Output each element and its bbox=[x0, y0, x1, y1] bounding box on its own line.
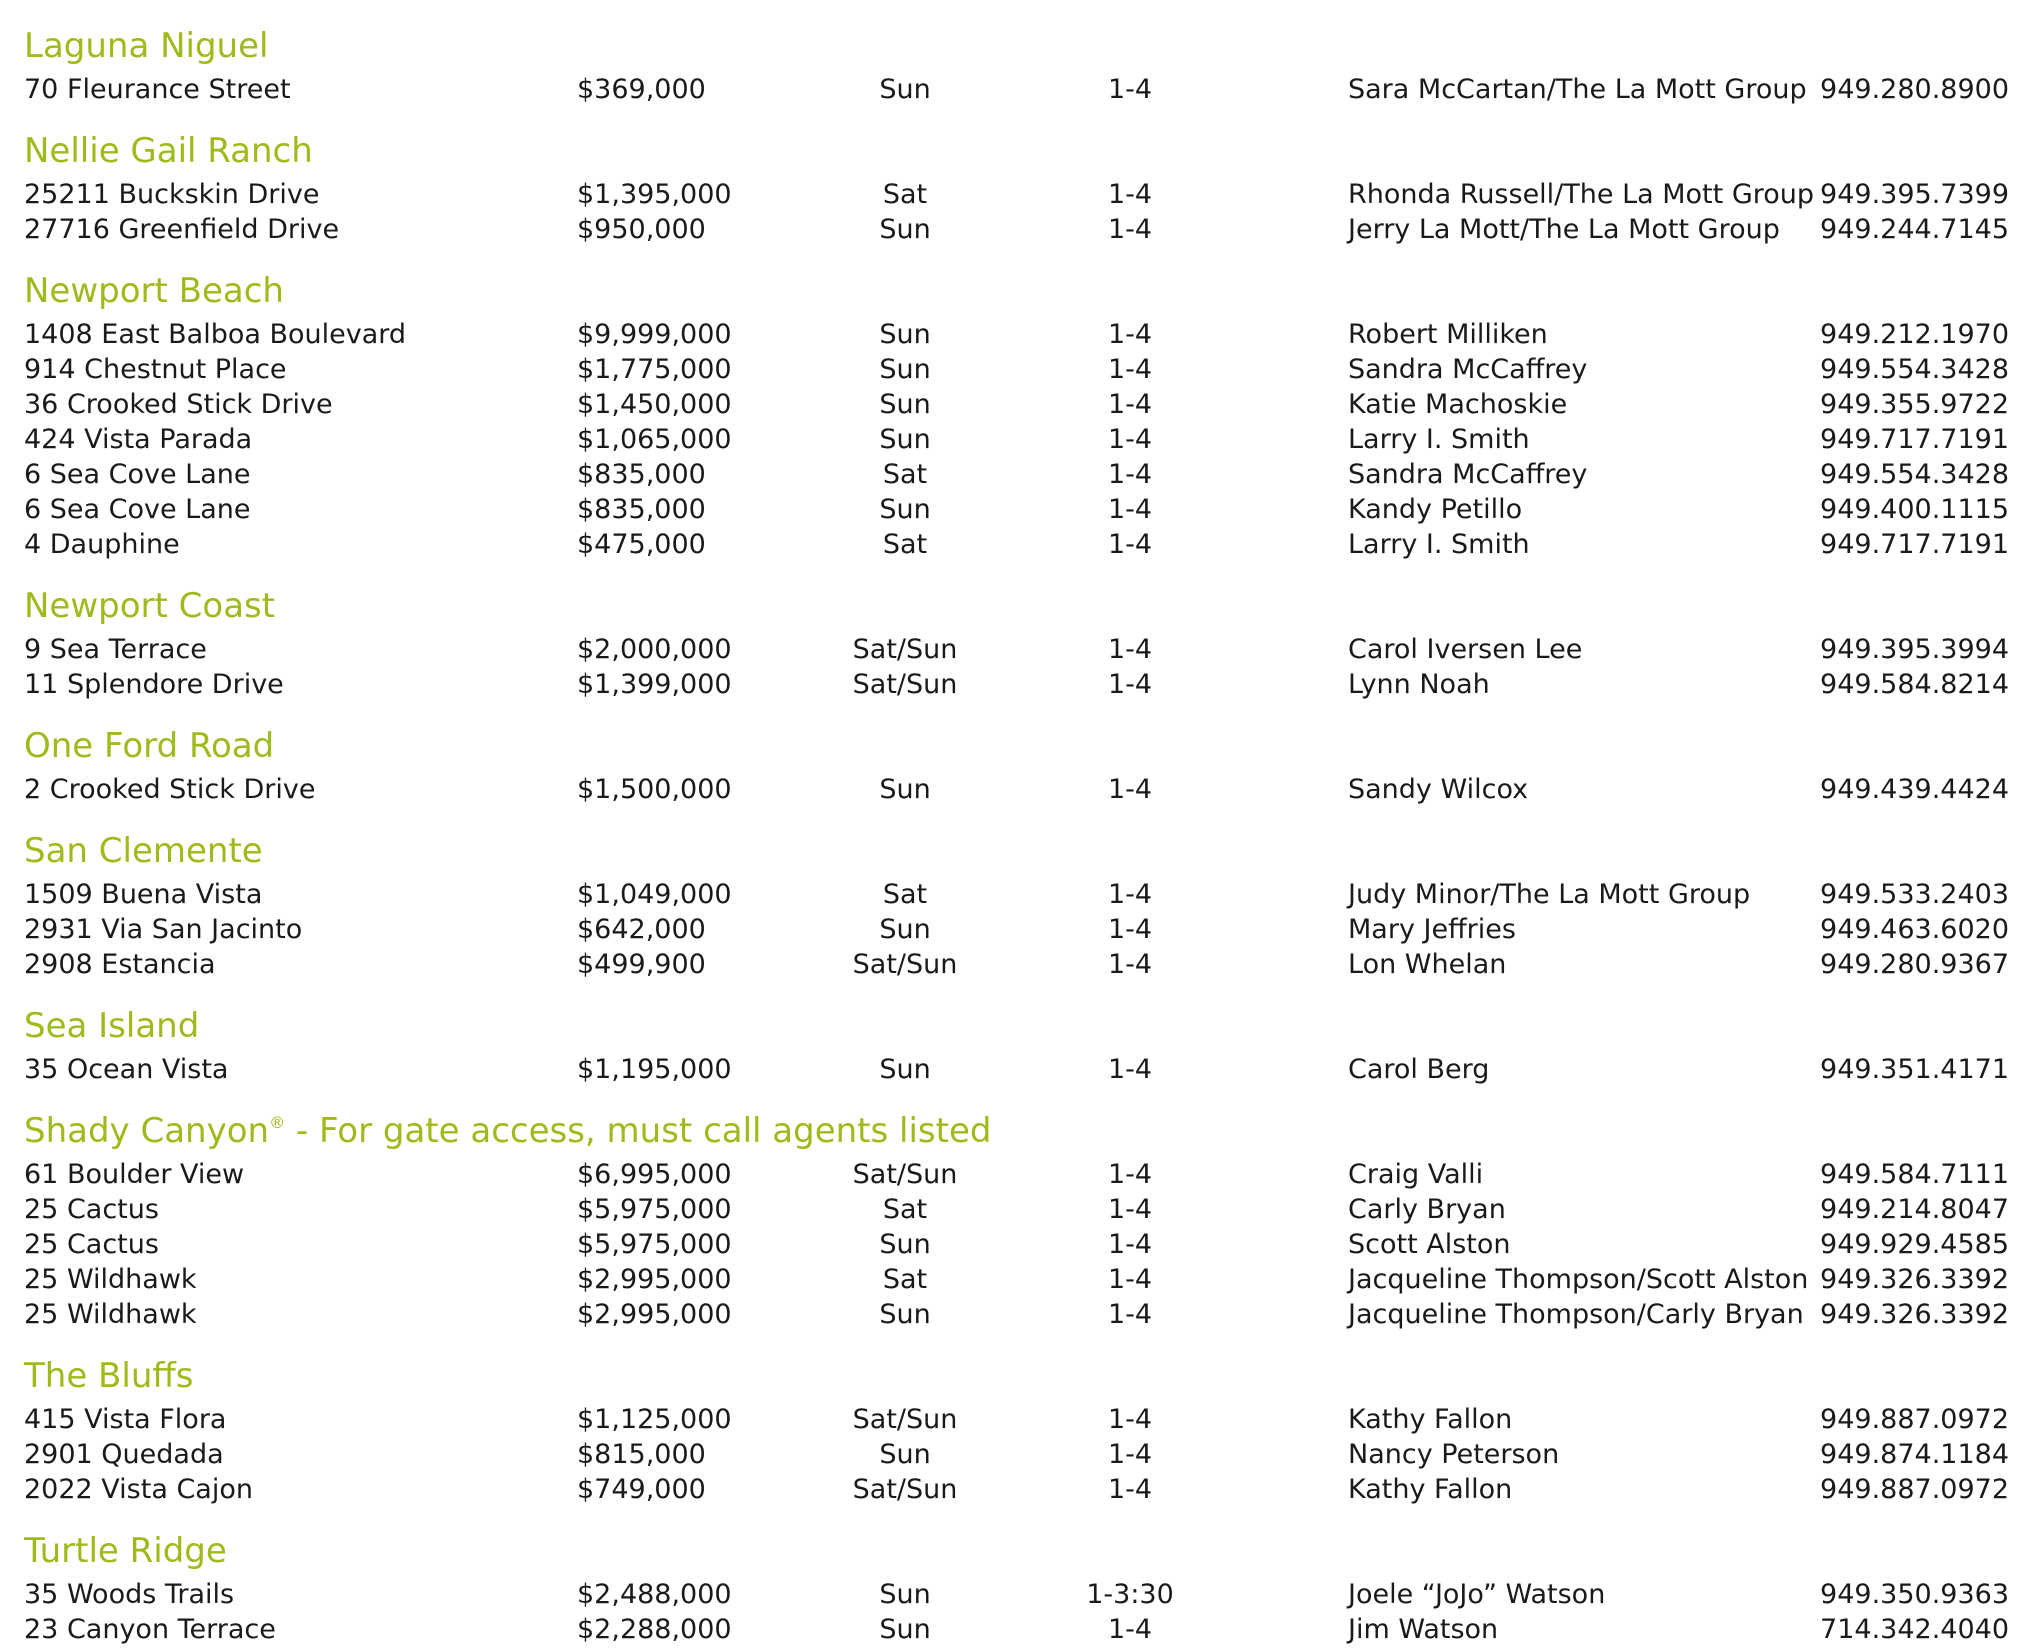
neighborhood-title: Newport Beach bbox=[24, 271, 284, 311]
open-time: 1-4 bbox=[1107, 1229, 1153, 1260]
open-day: Sun bbox=[879, 354, 931, 385]
listing-row bbox=[0, 1262, 2025, 1297]
neighborhood-heading bbox=[24, 1354, 2025, 1398]
agent-phone: 949.351.4171 bbox=[1820, 1054, 2009, 1085]
property-address: 2931 Via San Jacinto bbox=[24, 914, 303, 945]
property-price: $815,000 bbox=[577, 1439, 706, 1470]
property-price: $2,995,000 bbox=[577, 1264, 732, 1295]
property-price: $1,065,000 bbox=[577, 424, 732, 455]
listing-row bbox=[0, 877, 2025, 912]
open-time: 1-4 bbox=[1107, 1159, 1153, 1190]
agent-name: Jacqueline Thompson/Scott Alston bbox=[1348, 1264, 1809, 1295]
neighborhood-heading bbox=[24, 829, 2025, 873]
listing-row bbox=[0, 667, 2025, 702]
open-time: 1-4 bbox=[1107, 1054, 1153, 1085]
open-day: Sat/Sun bbox=[852, 669, 958, 700]
open-time: 1-3:30 bbox=[1086, 1579, 1174, 1610]
agent-phone: 949.326.3392 bbox=[1820, 1264, 2009, 1295]
listing-rows bbox=[0, 317, 2025, 562]
heading-note: - For gate access, must call agents listed bbox=[285, 1111, 992, 1151]
open-time: 1-4 bbox=[1107, 529, 1153, 560]
property-address: 424 Vista Parada bbox=[24, 424, 253, 455]
property-address: 25 Cactus bbox=[24, 1194, 159, 1225]
property-price: $1,450,000 bbox=[577, 389, 732, 420]
agent-name: Larry I. Smith bbox=[1348, 529, 1530, 560]
agent-phone: 949.874.1184 bbox=[1820, 1439, 2009, 1470]
open-day: Sun bbox=[879, 389, 931, 420]
registered-mark: ® bbox=[269, 1113, 286, 1132]
listing-row bbox=[0, 947, 2025, 982]
agent-name: Judy Minor/The La Mott Group bbox=[1348, 879, 1751, 910]
listing-row bbox=[0, 1612, 2025, 1647]
listing-row bbox=[0, 387, 2025, 422]
listing-rows bbox=[0, 1577, 2025, 1647]
neighborhood-title: Laguna Niguel bbox=[24, 26, 269, 66]
agent-name: Sandra McCaffrey bbox=[1348, 354, 1588, 385]
open-time: 1-4 bbox=[1107, 389, 1153, 420]
open-time: 1-4 bbox=[1107, 354, 1153, 385]
neighborhood-title: Newport Coast bbox=[24, 586, 276, 626]
open-time: 1-4 bbox=[1107, 1404, 1153, 1435]
listing-row bbox=[0, 1052, 2025, 1087]
property-price: $6,995,000 bbox=[577, 1159, 732, 1190]
agent-phone: 949.244.7145 bbox=[1820, 214, 2009, 245]
open-time: 1-4 bbox=[1107, 1474, 1153, 1505]
open-day: Sat bbox=[882, 459, 928, 490]
agent-phone: 949.214.8047 bbox=[1820, 1194, 2009, 1225]
agent-phone: 949.554.3428 bbox=[1820, 354, 2009, 385]
agent-phone: 949.533.2403 bbox=[1820, 879, 2009, 910]
property-address: 1408 East Balboa Boulevard bbox=[24, 319, 407, 350]
neighborhood-section bbox=[0, 1529, 2025, 1645]
neighborhood-title: One Ford Road bbox=[24, 726, 275, 766]
property-price: $5,975,000 bbox=[577, 1229, 732, 1260]
agent-name: Kathy Fallon bbox=[1348, 1474, 1513, 1505]
agent-name: Kandy Petillo bbox=[1348, 494, 1523, 525]
agent-phone: 949.584.8214 bbox=[1820, 669, 2009, 700]
open-day: Sun bbox=[879, 774, 931, 805]
property-address: 914 Chestnut Place bbox=[24, 354, 287, 385]
agent-phone: 949.463.6020 bbox=[1820, 914, 2009, 945]
neighborhood-heading bbox=[24, 1529, 2025, 1573]
listing-row bbox=[0, 1577, 2025, 1612]
listing-row bbox=[0, 527, 2025, 562]
listing-rows bbox=[0, 877, 2025, 982]
agent-phone: 949.395.3994 bbox=[1820, 634, 2009, 665]
open-time: 1-4 bbox=[1107, 424, 1153, 455]
listing-row bbox=[0, 422, 2025, 457]
agent-phone: 949.280.8900 bbox=[1820, 74, 2009, 105]
neighborhood-heading bbox=[24, 269, 2025, 313]
neighborhood-heading bbox=[24, 24, 2025, 68]
property-price: $475,000 bbox=[577, 529, 706, 560]
open-day: Sat bbox=[882, 879, 928, 910]
agent-name: Joele “JoJo” Watson bbox=[1348, 1579, 1606, 1610]
property-address: 2022 Vista Cajon bbox=[24, 1474, 253, 1505]
property-price: $2,000,000 bbox=[577, 634, 732, 665]
property-price: $749,000 bbox=[577, 1474, 706, 1505]
open-time: 1-4 bbox=[1107, 1194, 1153, 1225]
agent-name: Robert Milliken bbox=[1348, 319, 1548, 350]
property-price: $835,000 bbox=[577, 459, 706, 490]
agent-name: Sara McCartan/The La Mott Group bbox=[1348, 74, 1807, 105]
listing-rows bbox=[0, 177, 2025, 247]
listing-row bbox=[0, 212, 2025, 247]
agent-name: Carly Bryan bbox=[1348, 1194, 1506, 1225]
agent-phone: 949.887.0972 bbox=[1820, 1404, 2009, 1435]
open-day: Sat bbox=[882, 179, 928, 210]
agent-phone: 949.929.4585 bbox=[1820, 1229, 2009, 1260]
open-day: Sun bbox=[879, 74, 931, 105]
neighborhood-section bbox=[0, 1354, 2025, 1505]
open-day: Sun bbox=[879, 1054, 931, 1085]
open-day: Sun bbox=[879, 319, 931, 350]
listing-row bbox=[0, 772, 2025, 807]
neighborhood-heading bbox=[24, 724, 2025, 768]
listing-row bbox=[0, 1472, 2025, 1507]
property-price: $1,399,000 bbox=[577, 669, 732, 700]
agent-phone: 949.326.3392 bbox=[1820, 1299, 2009, 1330]
agent-name: Lon Whelan bbox=[1348, 949, 1507, 980]
open-day: Sat bbox=[882, 1194, 928, 1225]
neighborhood-section bbox=[0, 269, 2025, 560]
listing-row bbox=[0, 1297, 2025, 1332]
agent-phone: 949.350.9363 bbox=[1820, 1579, 2009, 1610]
neighborhood-title: Sea Island bbox=[24, 1006, 200, 1046]
property-address: 23 Canyon Terrace bbox=[24, 1614, 276, 1645]
agent-phone: 949.395.7399 bbox=[1820, 179, 2009, 210]
open-time: 1-4 bbox=[1107, 949, 1153, 980]
neighborhood-section bbox=[0, 1109, 2025, 1330]
listing-row bbox=[0, 1227, 2025, 1262]
property-address: 415 Vista Flora bbox=[24, 1404, 227, 1435]
open-time: 1-4 bbox=[1107, 634, 1153, 665]
open-day: Sat/Sun bbox=[852, 634, 958, 665]
listing-rows bbox=[0, 1052, 2025, 1087]
property-price: $499,900 bbox=[577, 949, 706, 980]
agent-phone: 949.400.1115 bbox=[1820, 494, 2009, 525]
open-day: Sat/Sun bbox=[852, 1474, 958, 1505]
listing-row bbox=[0, 632, 2025, 667]
agent-name: Jacqueline Thompson/Carly Bryan bbox=[1348, 1299, 1804, 1330]
property-price: $1,500,000 bbox=[577, 774, 732, 805]
property-price: $1,125,000 bbox=[577, 1404, 732, 1435]
property-price: $2,288,000 bbox=[577, 1614, 732, 1645]
listing-rows bbox=[0, 632, 2025, 702]
agent-name: Mary Jeffries bbox=[1348, 914, 1516, 945]
open-time: 1-4 bbox=[1107, 1614, 1153, 1645]
property-address: 61 Boulder View bbox=[24, 1159, 245, 1190]
agent-name: Kathy Fallon bbox=[1348, 1404, 1513, 1435]
open-day: Sun bbox=[879, 1229, 931, 1260]
property-address: 25 Cactus bbox=[24, 1229, 159, 1260]
property-price: $1,049,000 bbox=[577, 879, 732, 910]
neighborhood-section bbox=[0, 584, 2025, 700]
open-time: 1-4 bbox=[1107, 74, 1153, 105]
listing-row bbox=[0, 72, 2025, 107]
agent-name: Craig Valli bbox=[1348, 1159, 1484, 1190]
open-time: 1-4 bbox=[1107, 1439, 1153, 1470]
listing-rows bbox=[0, 72, 2025, 107]
open-time: 1-4 bbox=[1107, 774, 1153, 805]
agent-name: Carol Berg bbox=[1348, 1054, 1490, 1085]
listing-row bbox=[0, 1437, 2025, 1472]
neighborhood-title: Nellie Gail Ranch bbox=[24, 131, 313, 171]
listing-row bbox=[0, 1192, 2025, 1227]
listing-row bbox=[0, 1157, 2025, 1192]
listing-row bbox=[0, 177, 2025, 212]
property-address: 11 Splendore Drive bbox=[24, 669, 284, 700]
agent-phone: 949.212.1970 bbox=[1820, 319, 2009, 350]
open-day: Sat/Sun bbox=[852, 949, 958, 980]
agent-phone: 949.717.7191 bbox=[1820, 424, 2009, 455]
open-day: Sun bbox=[879, 214, 931, 245]
open-day: Sat bbox=[882, 1264, 928, 1295]
neighborhood-title: The Bluffs bbox=[24, 1356, 194, 1396]
property-price: $369,000 bbox=[577, 74, 706, 105]
property-address: 25 Wildhawk bbox=[24, 1264, 197, 1295]
neighborhood-section bbox=[0, 24, 2025, 105]
open-time: 1-4 bbox=[1107, 459, 1153, 490]
open-time: 1-4 bbox=[1107, 179, 1153, 210]
agent-name: Jim Watson bbox=[1348, 1614, 1499, 1645]
open-day: Sun bbox=[879, 914, 931, 945]
property-address: 27716 Greenfield Drive bbox=[24, 214, 340, 245]
property-price: $1,395,000 bbox=[577, 179, 732, 210]
property-address: 2908 Estancia bbox=[24, 949, 216, 980]
agent-phone: 714.342.4040 bbox=[1820, 1614, 2009, 1645]
property-address: 35 Woods Trails bbox=[24, 1579, 235, 1610]
open-time: 1-4 bbox=[1107, 879, 1153, 910]
open-time: 1-4 bbox=[1107, 319, 1153, 350]
listing-row bbox=[0, 1402, 2025, 1437]
property-address: 2 Crooked Stick Drive bbox=[24, 774, 316, 805]
property-price: $2,995,000 bbox=[577, 1299, 732, 1330]
agent-phone: 949.554.3428 bbox=[1820, 459, 2009, 490]
open-time: 1-4 bbox=[1107, 914, 1153, 945]
agent-phone: 949.584.7111 bbox=[1820, 1159, 2009, 1190]
agent-name: Lynn Noah bbox=[1348, 669, 1490, 700]
listing-rows bbox=[0, 772, 2025, 807]
property-price: $2,488,000 bbox=[577, 1579, 732, 1610]
property-price: $835,000 bbox=[577, 494, 706, 525]
neighborhood-heading bbox=[24, 1109, 2025, 1153]
listing-row bbox=[0, 352, 2025, 387]
property-address: 6 Sea Cove Lane bbox=[24, 459, 251, 490]
agent-name: Rhonda Russell/The La Mott Group bbox=[1348, 179, 1815, 210]
neighborhood-section bbox=[0, 829, 2025, 980]
open-day: Sun bbox=[879, 1579, 931, 1610]
property-address: 35 Ocean Vista bbox=[24, 1054, 229, 1085]
listing-rows bbox=[0, 1157, 2025, 1332]
property-price: $5,975,000 bbox=[577, 1194, 732, 1225]
open-day: Sun bbox=[879, 424, 931, 455]
agent-phone: 949.355.9722 bbox=[1820, 389, 2009, 420]
property-address: 36 Crooked Stick Drive bbox=[24, 389, 333, 420]
agent-phone: 949.717.7191 bbox=[1820, 529, 2009, 560]
neighborhood-heading bbox=[24, 1004, 2025, 1048]
agent-name: Katie Machoskie bbox=[1348, 389, 1568, 420]
neighborhood-section bbox=[0, 1004, 2025, 1085]
open-day: Sat/Sun bbox=[852, 1159, 958, 1190]
property-address: 9 Sea Terrace bbox=[24, 634, 207, 665]
neighborhood-title: Turtle Ridge bbox=[24, 1531, 227, 1571]
property-price: $9,999,000 bbox=[577, 319, 732, 350]
listing-row bbox=[0, 457, 2025, 492]
agent-phone: 949.280.9367 bbox=[1820, 949, 2009, 980]
agent-name: Larry I. Smith bbox=[1348, 424, 1530, 455]
neighborhood-title: San Clemente bbox=[24, 831, 263, 871]
neighborhood-heading bbox=[24, 584, 2025, 628]
agent-name: Sandra McCaffrey bbox=[1348, 459, 1588, 490]
property-address: 70 Fleurance Street bbox=[24, 74, 291, 105]
open-time: 1-4 bbox=[1107, 1264, 1153, 1295]
property-price: $950,000 bbox=[577, 214, 706, 245]
open-day: Sun bbox=[879, 1299, 931, 1330]
agent-name: Jerry La Mott/The La Mott Group bbox=[1348, 214, 1780, 245]
neighborhood-section bbox=[0, 724, 2025, 805]
open-day: Sun bbox=[879, 1439, 931, 1470]
agent-name: Carol Iversen Lee bbox=[1348, 634, 1583, 665]
property-address: 1509 Buena Vista bbox=[24, 879, 263, 910]
listing-rows bbox=[0, 1402, 2025, 1507]
neighborhood-title: Shady Canyon bbox=[24, 1111, 270, 1151]
property-address: 6 Sea Cove Lane bbox=[24, 494, 251, 525]
agent-name: Sandy Wilcox bbox=[1348, 774, 1529, 805]
property-address: 25 Wildhawk bbox=[24, 1299, 197, 1330]
agent-phone: 949.887.0972 bbox=[1820, 1474, 2009, 1505]
open-day: Sun bbox=[879, 494, 931, 525]
property-price: $1,775,000 bbox=[577, 354, 732, 385]
listing-row bbox=[0, 317, 2025, 352]
open-day: Sun bbox=[879, 1614, 931, 1645]
agent-name: Nancy Peterson bbox=[1348, 1439, 1560, 1470]
agent-phone: 949.439.4424 bbox=[1820, 774, 2009, 805]
open-day: Sat bbox=[882, 529, 928, 560]
listing-row bbox=[0, 912, 2025, 947]
property-price: $642,000 bbox=[577, 914, 706, 945]
open-time: 1-4 bbox=[1107, 214, 1153, 245]
open-time: 1-4 bbox=[1107, 494, 1153, 525]
property-address: 4 Dauphine bbox=[24, 529, 180, 560]
neighborhood-heading bbox=[24, 129, 2025, 173]
listing-row bbox=[0, 492, 2025, 527]
agent-name: Scott Alston bbox=[1348, 1229, 1511, 1260]
neighborhood-section bbox=[0, 129, 2025, 245]
open-day: Sat/Sun bbox=[852, 1404, 958, 1435]
property-address: 2901 Quedada bbox=[24, 1439, 224, 1470]
property-address: 25211 Buckskin Drive bbox=[24, 179, 320, 210]
open-time: 1-4 bbox=[1107, 1299, 1153, 1330]
property-price: $1,195,000 bbox=[577, 1054, 732, 1085]
open-time: 1-4 bbox=[1107, 669, 1153, 700]
